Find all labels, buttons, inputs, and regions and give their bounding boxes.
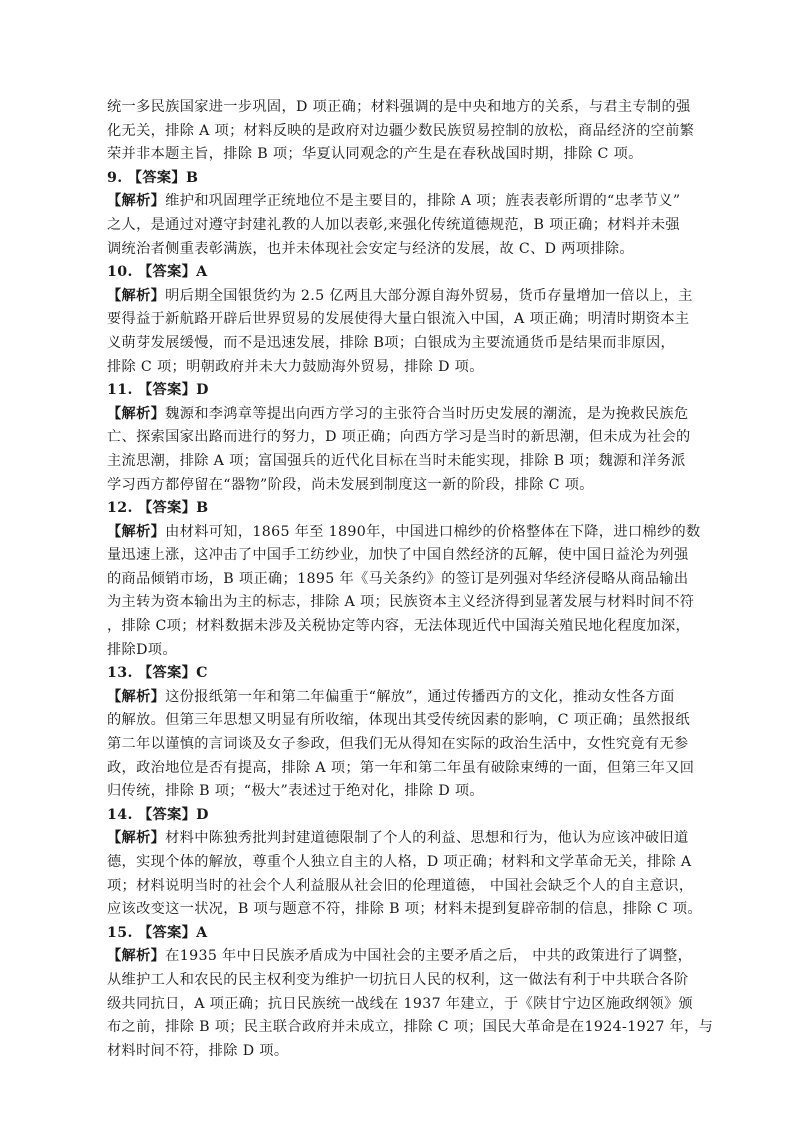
text-line	[107, 190, 693, 214]
text-line: 义萌芽发展缓慢，而不是迅速发展，排除 B项；白银成为主要流通货币是结果而非原因，	[107, 334, 676, 351]
text-line: 应该改变这一状况，B 项与题意不符，排除 B 项；材料未提到复辟帝制的信息，排除 C 项。	[107, 901, 702, 918]
question-item-9	[107, 167, 693, 261]
text-line: 统一多民族国家进一步巩固，D 项正确；材料强调的是中央和地方的关系，与君主专制的强	[107, 99, 691, 115]
analysis-tag: 【解析】	[107, 948, 166, 965]
text-line	[107, 521, 701, 545]
answer-heading: 15. 【答案】A	[107, 924, 208, 941]
analysis-paragraph	[107, 686, 693, 804]
text-line: ，排除 C项；材料数据未涉及关税协定等内容，无法体现近代中国海关殖民地化程度加深，	[107, 618, 691, 635]
text-line	[107, 403, 693, 427]
text-line: 从维护工人和农民的民主权利变为维护一切抗日人民的权利，这一做法有利于中共联合各阶	[107, 971, 689, 988]
analysis-paragraph	[107, 285, 693, 379]
analysis-text: 这份报纸第一年和第二年偏重于“解放”，通过传播西方的文化，推动女性各方面	[165, 688, 675, 705]
text-line: 政，政治地位是否有提高，排除 A 项；第一年和第二年虽有破除束缚的一面，但第三年又回	[107, 759, 695, 776]
analysis-tag: 【解析】	[107, 287, 166, 304]
text-line: 项；材料说明当时的社会个人利益服从社会旧的伦理道德， 中国社会缺乏个人的自主意识，	[107, 877, 694, 894]
question-item-15	[107, 922, 714, 1064]
intro-paragraph	[107, 96, 693, 167]
text-line	[107, 686, 693, 710]
text-line: 为主转为资本输出为主的标志，排除 A 项；民族资本主义经济得到显著发展与材料时间不符	[107, 594, 695, 611]
analysis-text: 明后期全国银货约为 2.5 亿两且大部分源自海外贸易，货币存量增加一倍以上，主	[165, 287, 693, 304]
analysis-text: 由材料可知，1865 年至 1890年，中国进口棉纱的价格整体在下降，进口棉纱的数	[165, 523, 701, 540]
text-line: 的商品倾销市场，B 项正确；1895 年《马关条约》的签订是列强对华经济侵略从商品输出	[107, 570, 689, 587]
text-line: 材料时间不符，排除 D 项。	[107, 1042, 289, 1059]
analysis-tag: 【解析】	[107, 193, 166, 210]
answer-heading: 11. 【答案】D	[107, 382, 209, 399]
analysis-text: 维护和巩固理学正统地位不是主要目的，排除 A 项；旌表表彰所谓的“忠孝节义”	[165, 193, 681, 210]
question-item-10	[107, 261, 693, 379]
text-line: 之人，是通过对遵守封建礼教的人加以表彰,来强化传统道德规范，B 项正确；材料并未强	[107, 216, 680, 233]
question-item-11	[107, 379, 693, 497]
answer-heading: 10. 【答案】A	[107, 264, 208, 281]
question-item-13	[107, 662, 693, 804]
analysis-paragraph	[107, 945, 714, 1063]
text-line	[107, 945, 693, 969]
answer-heading: 12. 【答案】B	[107, 500, 209, 517]
answer-heading: 9. 【答案】B	[107, 169, 199, 186]
text-line: 化无关，排除 A 项；材料反映的是政府对边疆少数民族贸易控制的放松，商品经济的空前繁	[107, 122, 695, 139]
analysis-text: 魏源和李鸿章等提出向西方学习的主张符合当时历史发展的潮流，是为挽救民族危	[165, 405, 689, 422]
analysis-paragraph	[107, 403, 693, 497]
text-line: 德，实现个体的解放，尊重个人独立自主的人格，D 项正确；材料和文学革命无关，排除 A	[107, 854, 692, 870]
analysis-tag: 【解析】	[107, 523, 166, 540]
analysis-tag: 【解析】	[107, 830, 166, 847]
text-line	[107, 285, 693, 309]
text-line: 要得益于新航路开辟后世界贸易的发展使得大量白银流入中国，A 项正确；明清时期资本主	[107, 311, 690, 328]
text-line: 排除 C 项；明朝政府并未大力鼓励海外贸易，排除 D 项。	[107, 358, 484, 375]
text-line: 量迅速上涨，这冲击了中国手工纺纱业，加快了中国自然经济的瓦解，使中国日益沦为列强	[107, 547, 689, 564]
analysis-paragraph	[107, 827, 702, 921]
text-line: 第二年以谨慎的言词谈及女子参政，但我们无从得知在实际的政治生活中，女性究竟有无参	[107, 736, 689, 753]
analysis-text: 在1935 年中日民族矛盾成为中国社会的主要矛盾之后， 中共的政策进行了调整，	[165, 948, 693, 965]
analysis-tag: 【解析】	[107, 688, 166, 705]
answer-heading: 14. 【答案】D	[107, 806, 209, 823]
text-line: 的解放。但第三年思想又明显有所收缩，体现出其受传统因素的影响，C 项正确；虽然报纸	[107, 712, 691, 729]
text-line	[107, 827, 693, 851]
answer-heading: 13. 【答案】C	[107, 665, 208, 682]
text-line: 排除D项。	[107, 641, 177, 658]
text-line: 主流思潮，排除 A 项；富国强兵的近代化目标在当时未能实现，排除 B 项；魏源和洋务派	[107, 452, 686, 469]
question-item-14	[107, 804, 702, 922]
answer-key-content	[107, 96, 714, 1063]
text-line: 布之前，排除 B 项；民主联合政府并未成立，排除 C 项；国民大革命是在1924-1927 年，与	[107, 1019, 714, 1036]
analysis-text: 材料中陈独秀批判封建道德限制了个人的利益、思想和行为，他认为应该冲破旧道	[165, 830, 689, 847]
analysis-paragraph	[107, 521, 701, 663]
text-line: 归传统，排除 B 项；“极大”表述过于绝对化，排除 D 项。	[107, 783, 484, 800]
text-line: 亡、探索国家出路而进行的努力，D 项正确；向西方学习是当时的新思潮，但未成为社会的	[107, 429, 691, 446]
text-line: 学习西方都停留在“器物”阶段，尚未发展到制度这一新的阶段，排除 C 项。	[107, 476, 594, 493]
analysis-tag: 【解析】	[107, 405, 166, 422]
question-item-12	[107, 497, 701, 662]
text-line: 级共同抗日，A 项正确；抗日民族统一战线在 1937 年建立，于《陕甘宁边区施政纲领》颁	[107, 995, 694, 1012]
text-line: 调统治者侧重表彰满族，也并未体现社会安定与经济的发展，故 C、D 两项排除。	[107, 240, 634, 257]
analysis-paragraph	[107, 190, 693, 261]
text-line: 荣并非本题主旨，排除 B 项；华夏认同观念的产生是在春秋战国时期，排除 C 项。	[107, 146, 643, 163]
